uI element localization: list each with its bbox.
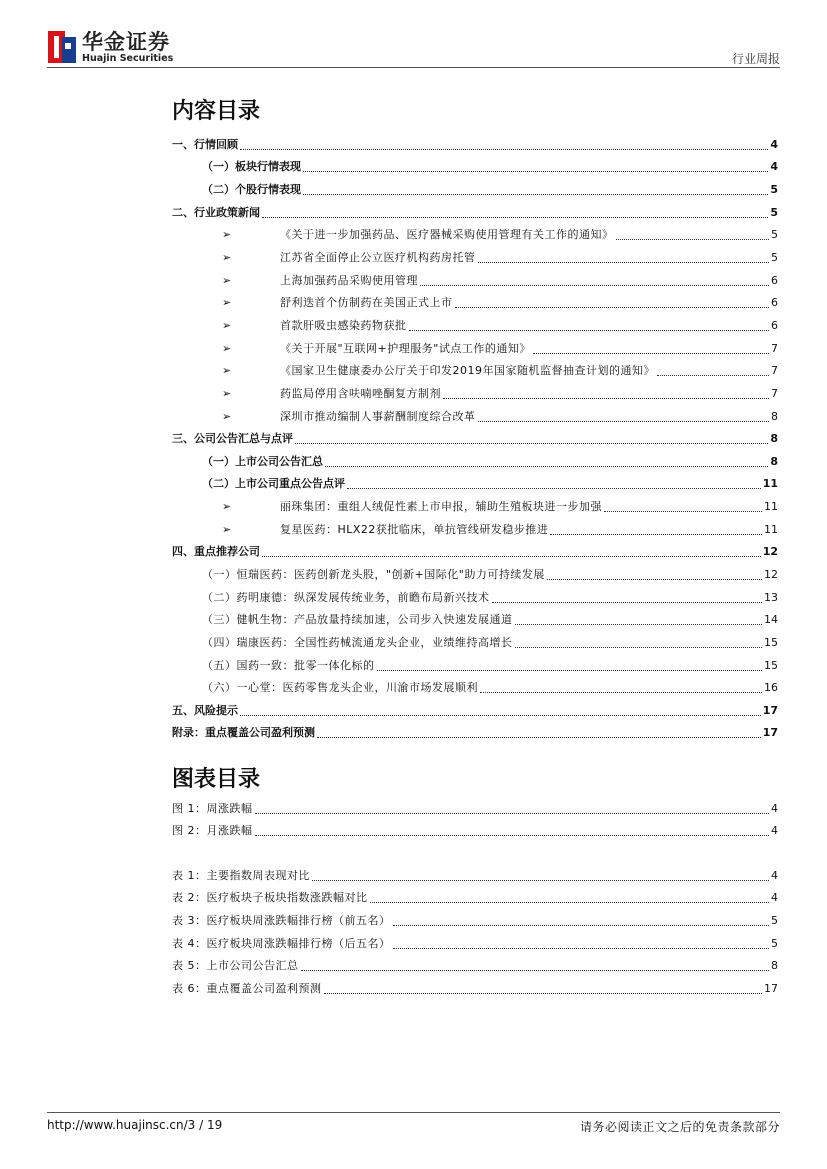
table-entry[interactable]: 表 1：主要指数周表现对比 4 bbox=[172, 868, 778, 882]
toc-title: 内容目录 bbox=[172, 99, 261, 124]
brand-logo bbox=[48, 31, 178, 65]
arrow-bullet-icon: ➢ bbox=[222, 522, 232, 536]
toc-entry[interactable]: （一）恒瑞医药：医药创新龙头股，"创新+国际化"助力可持续发展 12 bbox=[202, 567, 778, 581]
toc-entry[interactable]: ➢ 舒利迭首个仿制药在美国正式上市 6 bbox=[222, 296, 778, 310]
arrow-bullet-icon: ➢ bbox=[222, 228, 232, 242]
toc-entry[interactable]: ➢ 药监局停用含呋喃唑酮复方制剂 7 bbox=[222, 386, 778, 400]
figure-list bbox=[172, 797, 778, 842]
toc-entry[interactable]: （二）上市公司重点公告点评 11 bbox=[202, 477, 778, 491]
toc-entry[interactable]: ➢ 深圳市推动编制人事薪酬制度综合改革 8 bbox=[222, 409, 778, 423]
arrow-bullet-icon: ➢ bbox=[222, 386, 232, 400]
toc-entry[interactable]: （二）药明康德：纵深发展传统业务，前瞻布局新兴技术 13 bbox=[202, 590, 778, 604]
figure-list-title: 图表目录 bbox=[172, 767, 261, 792]
arrow-bullet-icon: ➢ bbox=[222, 364, 232, 378]
toc-entry[interactable]: ➢ 首款肝吸虫感染药物获批 6 bbox=[222, 318, 778, 332]
toc-entry[interactable]: 二、行业政策新闻 5 bbox=[172, 205, 778, 219]
report-type: 行业周报 bbox=[731, 52, 780, 66]
toc-entry[interactable]: 四、重点推荐公司 12 bbox=[172, 545, 778, 559]
table-entry[interactable]: 表 3：医疗板块周涨跌幅排行榜（前五名） 5 bbox=[172, 914, 778, 928]
toc-entry[interactable]: ➢ 《关于开展"互联网+护理服务"试点工作的通知》 7 bbox=[222, 341, 778, 355]
header-divider bbox=[47, 67, 780, 68]
toc-entry[interactable]: ➢ 《关于进一步加强药品、医疗器械采购使用管理有关工作的通知》 5 bbox=[222, 228, 778, 242]
arrow-bullet-icon: ➢ bbox=[222, 273, 232, 287]
table-entry[interactable]: 表 5：上市公司公告汇总 8 bbox=[172, 959, 778, 973]
brand-logo-mark bbox=[48, 31, 76, 63]
table-entry[interactable]: 表 6：重点覆盖公司盈利预测 17 bbox=[172, 982, 778, 996]
toc-entry[interactable]: （二）个股行情表现 5 bbox=[202, 183, 778, 197]
arrow-bullet-icon: ➢ bbox=[222, 296, 232, 310]
toc-entry[interactable]: ➢ 复星医药：HLX22获批临床，单抗管线研发稳步推进 11 bbox=[222, 522, 778, 536]
toc-entry[interactable]: （五）国药一致：批零一体化标的 15 bbox=[202, 658, 778, 672]
arrow-bullet-icon: ➢ bbox=[222, 318, 232, 332]
footer-disclaimer: 请务必阅读正文之后的免责条款部分 bbox=[579, 1120, 780, 1134]
toc-entry[interactable]: （三）健帆生物：产品放量持续加速，公司步入快速发展通道 14 bbox=[202, 613, 778, 627]
arrow-bullet-icon: ➢ bbox=[222, 500, 232, 514]
arrow-bullet-icon: ➢ bbox=[222, 341, 232, 355]
toc-entry[interactable]: （六）一心堂：医药零售龙头企业，川渝市场发展顺利 16 bbox=[202, 681, 778, 695]
arrow-bullet-icon: ➢ bbox=[222, 409, 232, 423]
footer-divider bbox=[47, 1112, 780, 1113]
footer-url-page[interactable]: http://www.huajinsc.cn/3 / 19 bbox=[47, 1118, 223, 1132]
table-list bbox=[172, 864, 778, 1000]
toc-entry[interactable]: 附录：重点覆盖公司盈利预测 17 bbox=[172, 726, 778, 740]
figure-entry[interactable]: 图 2：月涨跌幅 4 bbox=[172, 824, 778, 838]
toc-entry[interactable]: 一、行情回顾 4 bbox=[172, 137, 778, 151]
toc-entry[interactable]: 三、公司公告汇总与点评 8 bbox=[172, 432, 778, 446]
table-entry[interactable]: 表 4：医疗板块周涨跌幅排行榜（后五名） 5 bbox=[172, 936, 778, 950]
toc-list bbox=[172, 133, 778, 744]
toc-entry[interactable]: （四）瑞康医药：全国性药械流通龙头企业，业绩维持高增长 15 bbox=[202, 635, 778, 649]
table-entry[interactable]: 表 2：医疗板块子板块指数涨跌幅对比 4 bbox=[172, 891, 778, 905]
toc-entry[interactable]: ➢ 江苏省全面停止公立医疗机构药房托管 5 bbox=[222, 251, 778, 265]
toc-entry[interactable]: ➢ 丽珠集团：重组人绒促性素上市申报，辅助生殖板块进一步加强 11 bbox=[222, 500, 778, 514]
brand-name-en: Huajin Securities bbox=[82, 53, 174, 64]
figure-entry[interactable]: 图 1：周涨跌幅 4 bbox=[172, 801, 778, 815]
brand-name-cn: 华金证券 bbox=[82, 30, 170, 54]
arrow-bullet-icon: ➢ bbox=[222, 251, 232, 265]
toc-entry[interactable]: （一）板块行情表现 4 bbox=[202, 160, 778, 174]
toc-entry[interactable]: ➢ 《国家卫生健康委办公厅关于印发2019年国家随机监督抽查计划的通知》 7 bbox=[222, 364, 778, 378]
toc-entry[interactable]: 五、风险提示 17 bbox=[172, 703, 778, 717]
toc-entry[interactable]: ➢ 上海加强药品采购使用管理 6 bbox=[222, 273, 778, 287]
toc-entry[interactable]: （一）上市公司公告汇总 8 bbox=[202, 454, 778, 468]
